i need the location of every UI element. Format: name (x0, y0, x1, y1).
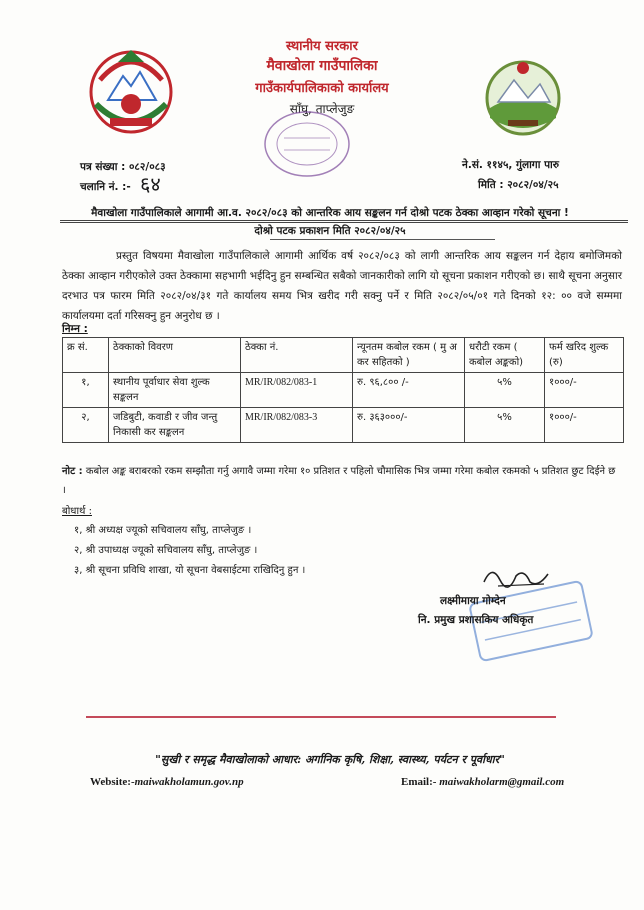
subtitle-underline (270, 239, 495, 240)
cell-min-bid: रु. ३६३०००/- (353, 408, 465, 443)
subject-underline (60, 220, 628, 223)
header-location: साँघु, ताप्लेजुङ (289, 102, 355, 116)
cc-item: ३, श्री सूचना प्रविधि शाखा, यो सूचना वेबसाईटमा राखिदिनु हुन । (74, 565, 306, 576)
col-header-description: ठेक्काको विवरण (109, 338, 241, 373)
signatory-title: नि. प्रमुख प्रशासकिय अधिकृत (418, 614, 534, 626)
email-label: Email:- (401, 776, 437, 788)
col-header-min-bid: न्यूनतम कबोल रकम ( मु अ कर सहितको ) (353, 338, 465, 373)
cell-sn: २, (63, 408, 109, 443)
footer-divider (86, 716, 556, 718)
col-header-contract-no: ठेक्का नं. (241, 338, 353, 373)
note-block (62, 462, 622, 500)
email-link[interactable]: maiwakholarm@gmail.com (439, 776, 565, 788)
notice-body: प्रस्तुत विषयमा मैवाखोला गाउँपालिकाले आगामी आर्थिक वर्ष २०८२/०८३ को लागी आन्तरिक आय सङ्कलन गर्न देहाय बमोजिमको ठेक्का आव्हान गरीएकोले उक्त ठेक्कामा सहभागी भईदिनु हुन सम्बन्धित सबैको जानकारीको लागि यो सूचना प्रकाशन गरीएको छ। साथै सूचना अनुसार दरभाउ पत्र फारम मिति २०८२/०४/३१ गते कार्यालय समय भित्र खरीद गरी सक्नु पर्ने र मिति २०८२/०५/०१ गते दिनको १२: ०० वजे सम्ममा कार्यालयमा दर्ता गरिसक्नु हुन अनुरोध छ । (62, 250, 622, 322)
col-header-form-fee: फर्म खरिद शुल्क (रु) (545, 338, 624, 373)
letter-number: पत्र संख्या : ०८२/०८३ (80, 161, 166, 173)
cc-heading: बोधार्थ : (62, 506, 92, 517)
cell-form-fee: १०००/- (545, 373, 624, 408)
cc-item: १, श्री अध्यक्ष ज्यूको सचिवालय साँघु, ताप्लेजुङ । (74, 525, 252, 536)
cc-item: २, श्री उपाध्यक्ष ज्यूको सचिवालय साँघु, ताप्लेजुङ । (74, 545, 258, 556)
signatory-name: लक्ष्मीमाया गोम्देन (440, 595, 506, 607)
website-label: Website:- (90, 776, 135, 788)
footer-website (90, 776, 244, 788)
cell-deposit: ५% (465, 373, 545, 408)
notice-subject: मैवाखोला गाउँपालिकाले आगामी आ.व. २०८२/०८३ को आन्तरिक आय सङ्कलन गर्न दोश्रो पटक ठेक्का आव्हान गरेको सूचना ! (91, 207, 569, 219)
cell-min-bid: रु. ९६,८०० /- (353, 373, 465, 408)
note-label: नोट : (62, 466, 83, 477)
note-text: कबोल अङ्क बराबरको रकम सम्झौता गर्नु अगावै जम्मा गरेमा १० प्रतिशत र पहिलो चौमासिक भित्र जम्मा गरेमा कबोल रकमको ५ प्रतिशत छुट दिईने छ । (62, 466, 616, 496)
letter-date: मिति : २०८२/०४/२५ (478, 179, 559, 191)
table-header-row (63, 338, 624, 373)
nepal-sambat-date: ने.सं. ११४५, गुंलागा पारु (462, 159, 560, 171)
cell-contract-no: MR/IR/082/083-1 (241, 373, 353, 408)
footer-slogan: "सुखी र समृद्ध मैवाखोलाको आधार: अर्गानिक कृषि, शिक्षा, स्वास्थ्य, पर्यटन र पूर्वाधार" (155, 753, 505, 766)
header-local-government: स्थानीय सरकार (286, 39, 358, 54)
col-header-sn: क्र सं. (63, 338, 109, 373)
dispatch-number: ६४ (140, 172, 161, 196)
office-stamp (262, 108, 352, 180)
cell-deposit: ५% (465, 408, 545, 443)
dispatch-label: चलानि नं. :- (80, 181, 131, 193)
table-row (63, 408, 624, 443)
table-row (63, 373, 624, 408)
cell-sn: १, (63, 373, 109, 408)
list-heading: निम्न : (62, 323, 88, 335)
cell-contract-no: MR/IR/082/083-3 (241, 408, 353, 443)
cell-form-fee: १०००/- (545, 408, 624, 443)
publication-date: दोश्रो पटक प्रकाशन मिति २०८२/०४/२५ (254, 225, 406, 237)
tender-table (62, 337, 624, 443)
website-link[interactable]: maiwakholamun.gov.np (134, 776, 244, 788)
footer-email (401, 776, 564, 788)
cell-description: स्थानीय पूर्वाधार सेवा शुल्क सङ्कलन (109, 373, 241, 408)
cell-description: जडिबुटी, कवाडी र जीव जन्तु निकासी कर सङ्कलन (109, 408, 241, 443)
header-municipality-name: मैवाखोला गाउँपालिका (266, 58, 378, 74)
header-office-name: गाउँकार्यपालिकाको कार्यालय (255, 81, 389, 96)
col-header-deposit: धरौटी रकम ( कबोल अङ्कको) (465, 338, 545, 373)
